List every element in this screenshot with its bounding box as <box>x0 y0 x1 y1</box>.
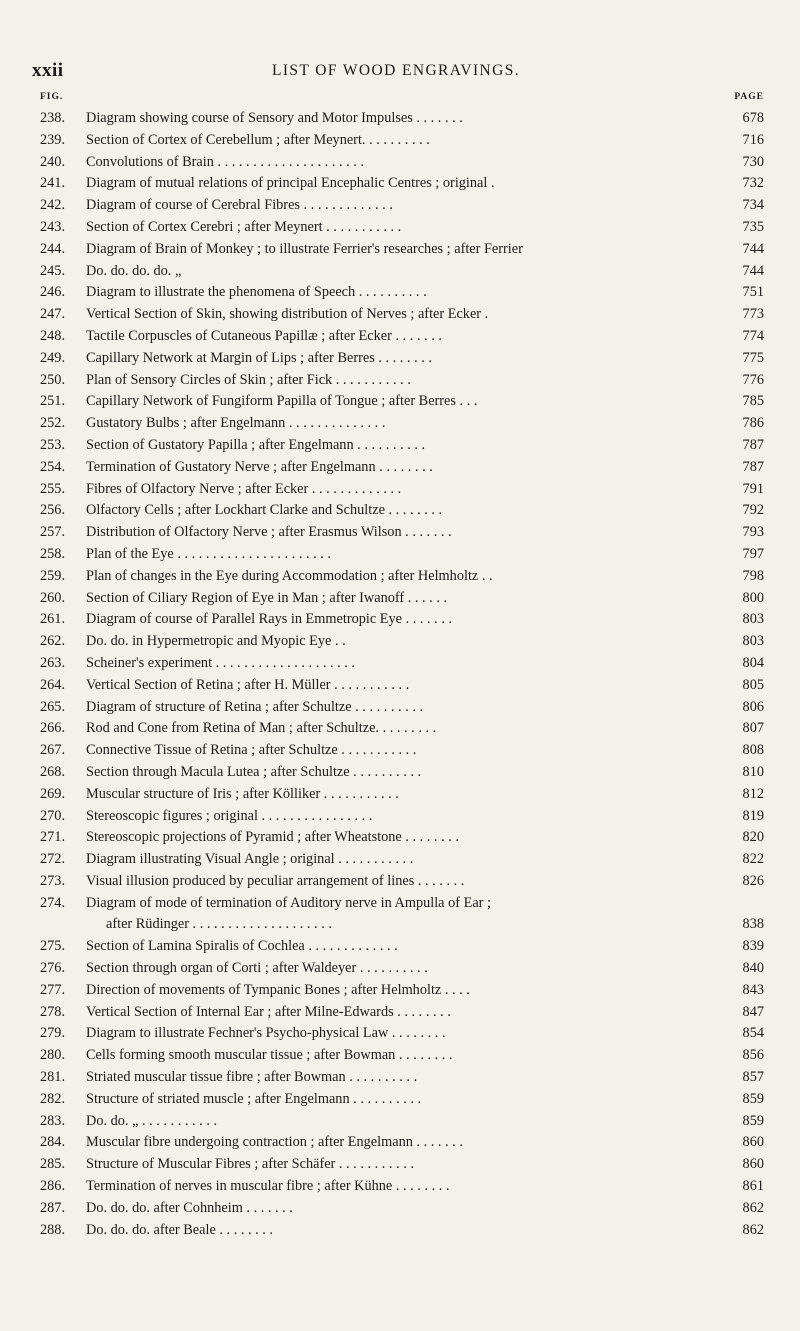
list-item <box>40 806 764 828</box>
list-item <box>40 522 764 544</box>
list-item <box>40 500 764 522</box>
page-number: 861 <box>742 1178 764 1195</box>
page-number: 744 <box>742 262 764 279</box>
figure-number: 285. <box>40 1156 66 1173</box>
page-number: 804 <box>742 654 764 671</box>
figure-number: 274. <box>40 894 66 911</box>
list-item <box>40 980 764 1002</box>
figure-title: Diagram of course of Cerebral Fibres . . . . . . . . . . . . . <box>86 197 393 214</box>
figure-title: Muscular fibre undergoing contraction ; after Engelmann . . . . . . . <box>86 1134 463 1151</box>
figure-title: Section of Ciliary Region of Eye in Man ; after Iwanoff . . . . . . <box>86 589 448 606</box>
page-number: 751 <box>742 284 764 301</box>
figure-number: 277. <box>40 981 66 998</box>
column-headings <box>40 92 764 108</box>
figure-number: 238. <box>40 110 66 126</box>
figure-number: 258. <box>40 545 66 562</box>
figure-number: 248. <box>40 327 66 344</box>
figure-number: 259. <box>40 567 66 584</box>
figure-number: 282. <box>40 1090 66 1107</box>
page-number: 857 <box>742 1069 764 1086</box>
list-item <box>40 173 764 195</box>
page-number: 826 <box>742 872 764 889</box>
figure-title: Plan of the Eye . . . . . . . . . . . . . . . . . . . . . . <box>86 545 332 562</box>
figure-number: 257. <box>40 524 66 541</box>
list-item <box>40 1067 764 1089</box>
page-number: 797 <box>742 545 764 562</box>
page-number: 716 <box>742 131 764 148</box>
figure-number: 242. <box>40 197 66 214</box>
figure-title: Cells forming smooth muscular tissue ; after Bowman . . . . . . . . <box>86 1047 453 1064</box>
list-item <box>40 1176 764 1198</box>
page-number: 800 <box>742 589 764 606</box>
figure-title: Capillary Network of Fungiform Papilla of Tongue ; after Berres . . . <box>86 393 478 410</box>
figure-number: 281. <box>40 1069 66 1086</box>
list-item <box>40 718 764 740</box>
figure-number: 262. <box>40 633 66 650</box>
figure-title: Stereoscopic projections of Pyramid ; after Wheatstone . . . . . . . . <box>86 829 459 846</box>
figure-title: Do. do. „ . . . . . . . . . . . <box>86 1112 218 1129</box>
figure-title <box>86 893 712 937</box>
page-number: 843 <box>742 981 764 998</box>
figure-title: Structure of Muscular Fibres ; after Schäfer . . . . . . . . . . . <box>86 1156 414 1173</box>
list-item <box>40 108 764 130</box>
page-number: 787 <box>742 436 764 453</box>
figure-title-continuation: after Rüdinger . . . . . . . . . . . . . . . . . . . . <box>106 916 332 933</box>
page-number: 854 <box>742 1025 764 1042</box>
figure-number: 246. <box>40 284 66 301</box>
list-item <box>40 152 764 174</box>
figure-title: Section of Cortex of Cerebellum ; after Meynert. . . . . . . . . . <box>86 131 430 148</box>
page-number: 808 <box>742 742 764 759</box>
figure-number: 240. <box>40 153 66 170</box>
list-item <box>40 958 764 980</box>
list-item <box>40 871 764 893</box>
figure-title: Do. do. in Hypermetropic and Myopic Eye . . <box>86 633 346 650</box>
figure-number: 288. <box>40 1221 66 1238</box>
page-number: 806 <box>742 698 764 715</box>
page-number: 860 <box>742 1134 764 1151</box>
figure-title: Do. do. do. after Beale . . . . . . . . <box>86 1221 274 1238</box>
page-number: 786 <box>742 415 764 432</box>
page-number: 774 <box>742 327 764 344</box>
figure-title: Diagram of Brain of Monkey ; to illustrate Ferrier's researches ; after Ferrier <box>86 240 523 257</box>
figure-title: Tactile Corpuscles of Cutaneous Papillæ ; after Ecker . . . . . . . <box>86 327 442 344</box>
figure-number: 253. <box>40 436 66 453</box>
figure-title: Termination of nerves in muscular fibre ; after Kühne . . . . . . . . <box>86 1178 450 1195</box>
figure-title: Vertical Section of Internal Ear ; after Milne-Edwards . . . . . . . . <box>86 1003 451 1020</box>
page-number: 798 <box>742 567 764 584</box>
list-item <box>40 391 764 413</box>
page-number: 730 <box>742 153 764 170</box>
page-number: 838 <box>742 916 764 933</box>
list-item <box>40 784 764 806</box>
page-number: 862 <box>742 1221 764 1238</box>
page-number: 810 <box>742 763 764 780</box>
figure-title: Section of Gustatory Papilla ; after Engelmann . . . . . . . . . . <box>86 436 426 453</box>
figure-number: 241. <box>40 175 66 192</box>
figure-title: Gustatory Bulbs ; after Engelmann . . . . . . . . . . . . . . <box>86 415 386 432</box>
page-number: 862 <box>742 1199 764 1216</box>
page-number: 793 <box>742 524 764 541</box>
figure-number: 243. <box>40 218 66 235</box>
list-item <box>40 827 764 849</box>
list-item <box>40 370 764 392</box>
list-item <box>40 217 764 239</box>
list-item <box>40 348 764 370</box>
page-number: 859 <box>742 1090 764 1107</box>
figure-number: 279. <box>40 1025 66 1042</box>
figure-title: Plan of Sensory Circles of Skin ; after Fick . . . . . . . . . . . <box>86 371 411 388</box>
figure-title: Structure of striated muscle ; after Engelmann . . . . . . . . . . <box>86 1090 422 1107</box>
page-number: 807 <box>742 720 764 737</box>
figure-title: Termination of Gustatory Nerve ; after Engelmann . . . . . . . . <box>86 458 433 475</box>
list-item <box>40 697 764 719</box>
page-number: 785 <box>742 393 764 410</box>
figure-title: Diagram to illustrate Fechner's Psycho-physical Law . . . . . . . . <box>86 1025 446 1042</box>
figure-title: Section of Lamina Spiralis of Cochlea . . . . . . . . . . . . . <box>86 938 398 955</box>
page-number: 775 <box>742 349 764 366</box>
figure-number: 271. <box>40 829 66 846</box>
figure-title: Diagram showing course of Sensory and Motor Impulses . . . . . . . <box>86 110 463 126</box>
list-item <box>40 653 764 675</box>
figure-number: 263. <box>40 654 66 671</box>
page-number: 803 <box>742 611 764 628</box>
list-item <box>40 936 764 958</box>
figure-title: Stereoscopic figures ; original . . . . . . . . . . . . . . . . <box>86 807 373 824</box>
list-item <box>40 1002 764 1024</box>
list-item <box>40 1220 764 1242</box>
figure-title: Do. do. do. after Cohnheim . . . . . . . <box>86 1199 293 1216</box>
figure-number: 244. <box>40 240 66 257</box>
figure-number: 250. <box>40 371 66 388</box>
page-folio: xxii <box>32 60 64 81</box>
page-number: 840 <box>742 960 764 977</box>
page-number: 791 <box>742 480 764 497</box>
figure-number: 276. <box>40 960 66 977</box>
page-column-label: PAGE <box>734 92 764 102</box>
figure-title: Connective Tissue of Retina ; after Schultze . . . . . . . . . . . <box>86 742 417 759</box>
list-item <box>40 457 764 479</box>
figure-number: 239. <box>40 131 66 148</box>
figure-number: 251. <box>40 393 66 410</box>
page-number: 678 <box>742 110 764 126</box>
figure-number: 273. <box>40 872 66 889</box>
list-item <box>40 1089 764 1111</box>
list-item <box>40 326 764 348</box>
figure-number: 284. <box>40 1134 66 1151</box>
figure-number: 278. <box>40 1003 66 1020</box>
figure-title: Direction of movements of Tympanic Bones ; after Helmholtz . . . . <box>86 981 470 998</box>
figure-number: 245. <box>40 262 66 279</box>
list-item <box>40 566 764 588</box>
figure-number: 272. <box>40 851 66 868</box>
page-number: 773 <box>742 306 764 323</box>
page-number: 860 <box>742 1156 764 1173</box>
list-item <box>40 282 764 304</box>
list-item <box>40 762 764 784</box>
list-item <box>40 479 764 501</box>
list-item <box>40 849 764 871</box>
list-item <box>40 435 764 457</box>
fig-column-label: FIG. <box>40 92 64 102</box>
list-item <box>40 239 764 261</box>
page-number: 822 <box>742 851 764 868</box>
list-item <box>40 413 764 435</box>
figure-number: 255. <box>40 480 66 497</box>
figure-title: Diagram illustrating Visual Angle ; original . . . . . . . . . . . <box>86 851 414 868</box>
figure-title: Vertical Section of Retina ; after H. Müller . . . . . . . . . . . <box>86 676 410 693</box>
figure-number: 268. <box>40 763 66 780</box>
page-number: 805 <box>742 676 764 693</box>
running-head <box>32 60 760 84</box>
figure-title: Diagram of mutual relations of principal Encephalic Centres ; original . <box>86 175 495 192</box>
figure-title: Olfactory Cells ; after Lockhart Clarke and Schultze . . . . . . . . <box>86 502 443 519</box>
figure-title: Fibres of Olfactory Nerve ; after Ecker . . . . . . . . . . . . . <box>86 480 402 497</box>
page-number: 776 <box>742 371 764 388</box>
list-item <box>40 1198 764 1220</box>
page-number: 820 <box>742 829 764 846</box>
list-item <box>40 304 764 326</box>
list-item <box>40 631 764 653</box>
list-item <box>40 1132 764 1154</box>
figure-title: Diagram of course of Parallel Rays in Emmetropic Eye . . . . . . . <box>86 611 453 628</box>
figure-number: 286. <box>40 1178 66 1195</box>
figure-number: 267. <box>40 742 66 759</box>
figure-number: 283. <box>40 1112 66 1129</box>
figure-title-line: Diagram of mode of termination of Auditory nerve in Ampulla of Ear ; <box>86 894 491 911</box>
list-item <box>40 1045 764 1067</box>
figure-number: 265. <box>40 698 66 715</box>
figure-number: 280. <box>40 1047 66 1064</box>
figure-number: 287. <box>40 1199 66 1216</box>
figure-number: 260. <box>40 589 66 606</box>
list-item <box>40 195 764 217</box>
list-item <box>40 130 764 152</box>
figure-number: 269. <box>40 785 66 802</box>
page-number: 803 <box>742 633 764 650</box>
figure-number: 252. <box>40 415 66 432</box>
figure-title: Do. do. do. do. „ <box>86 262 182 279</box>
list-item <box>40 588 764 610</box>
page-number: 735 <box>742 218 764 235</box>
page-number: 734 <box>742 197 764 214</box>
figure-title: Diagram to illustrate the phenomena of Speech . . . . . . . . . . <box>86 284 427 301</box>
page-number: 856 <box>742 1047 764 1064</box>
figure-number: 264. <box>40 676 66 693</box>
list-item <box>40 544 764 566</box>
list-item <box>40 1023 764 1045</box>
figure-title: Visual illusion produced by peculiar arrangement of lines . . . . . . . <box>86 872 465 889</box>
page-number: 812 <box>742 785 764 802</box>
page-number: 859 <box>742 1112 764 1129</box>
figure-title: Section through organ of Corti ; after Waldeyer . . . . . . . . . . <box>86 960 428 977</box>
figure-title: Distribution of Olfactory Nerve ; after Erasmus Wilson . . . . . . . <box>86 524 452 541</box>
figure-title: Plan of changes in the Eye during Accommodation ; after Helmholtz . . <box>86 567 493 584</box>
figure-title: Scheiner's experiment . . . . . . . . . . . . . . . . . . . . <box>86 654 356 671</box>
list-item <box>40 893 764 937</box>
figure-title: Muscular structure of Iris ; after Kölliker . . . . . . . . . . . <box>86 785 399 802</box>
figure-title: Diagram of structure of Retina ; after Schultze . . . . . . . . . . <box>86 698 424 715</box>
figure-title: Rod and Cone from Retina of Man ; after Schultze. . . . . . . . . <box>86 720 437 737</box>
list-item <box>40 675 764 697</box>
figure-title: Vertical Section of Skin, showing distribution of Nerves ; after Ecker . <box>86 306 489 323</box>
figure-number: 261. <box>40 611 66 628</box>
figure-title: Capillary Network at Margin of Lips ; after Berres . . . . . . . . <box>86 349 432 366</box>
figure-number: 254. <box>40 458 66 475</box>
figure-number: 266. <box>40 720 66 737</box>
figure-title: Striated muscular tissue fibre ; after Bowman . . . . . . . . . . <box>86 1069 418 1086</box>
page-number: 839 <box>742 938 764 955</box>
figure-number: 249. <box>40 349 66 366</box>
figure-number: 247. <box>40 306 66 323</box>
engraving-list <box>40 108 764 1241</box>
figure-title: Convolutions of Brain . . . . . . . . . . . . . . . . . . . . . <box>86 153 364 170</box>
page-number: 792 <box>742 502 764 519</box>
page-number: 787 <box>742 458 764 475</box>
figure-number: 256. <box>40 502 66 519</box>
page-number: 732 <box>742 175 764 192</box>
page-heading: LIST OF WOOD ENGRAVINGS. <box>271 62 521 79</box>
figure-number: 270. <box>40 807 66 824</box>
list-item <box>40 609 764 631</box>
list-item <box>40 740 764 762</box>
list-item <box>40 1111 764 1133</box>
list-item <box>40 261 764 283</box>
list-item <box>40 1154 764 1176</box>
figure-title: Section of Cortex Cerebri ; after Meynert . . . . . . . . . . . <box>86 218 402 235</box>
page-number: 744 <box>742 240 764 257</box>
figure-number: 275. <box>40 938 66 955</box>
figure-title: Section through Macula Lutea ; after Schultze . . . . . . . . . . <box>86 763 422 780</box>
page-number: 847 <box>742 1003 764 1020</box>
page-number: 819 <box>742 807 764 824</box>
